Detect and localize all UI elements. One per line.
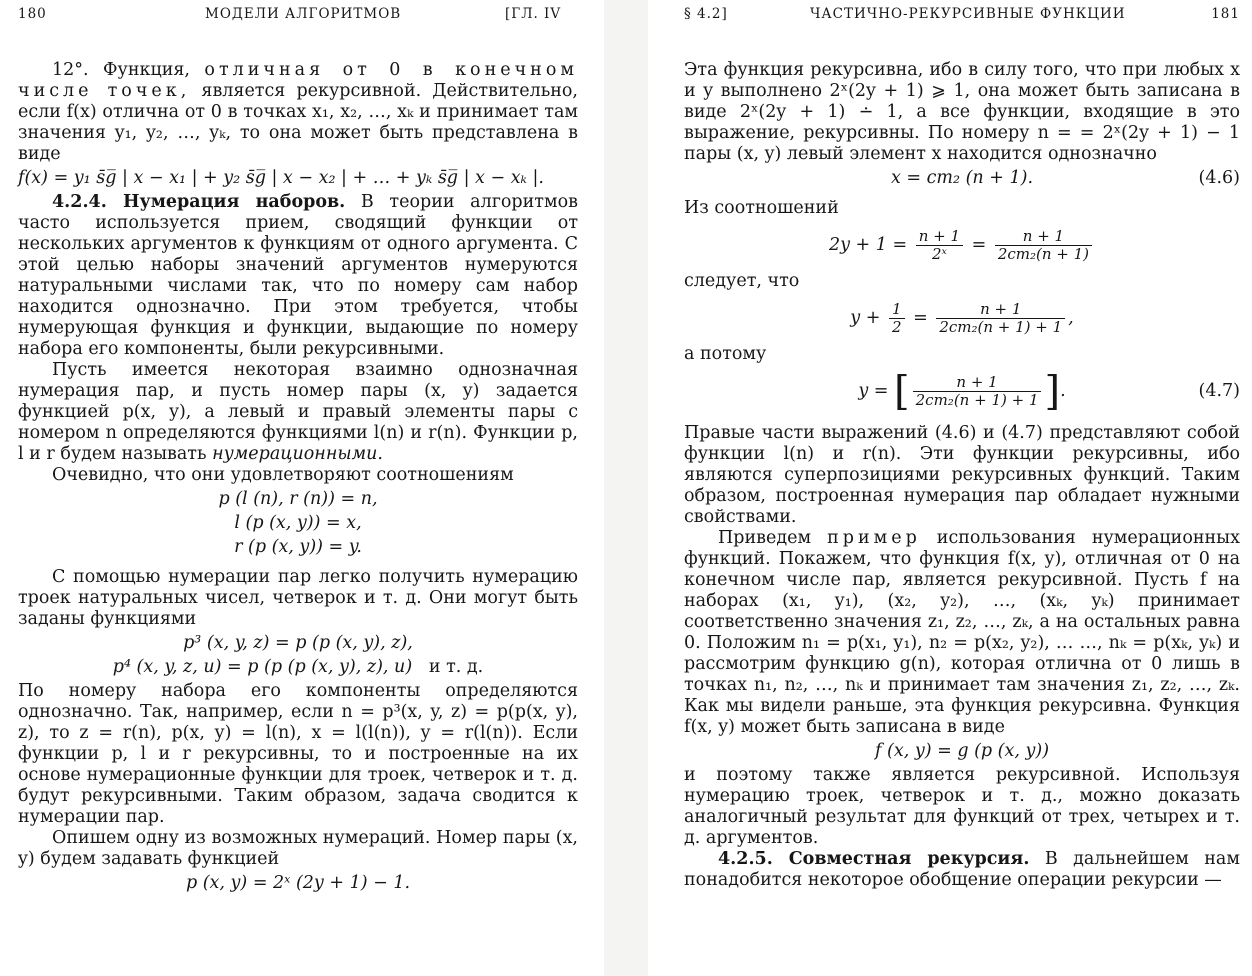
right-parts-paragraph: Правые части выражений (4.6) и (4.7) представляют собой функции l(n) и r(n). Эти функции рекурсивны, ибо являются суперпозициями рекурсивных функций. Таким образом, построенная нумерация пар обладает нужными свойствами. — [684, 423, 1240, 527]
components-paragraph: По номеру набора его компоненты определяются однозначно. Так, например, если n = p³(x, y, z) = p(p(x, y), z), то z = r(n), p(x, y) = l(n), x = l(l(n)), y = r(l(n)). Если функции p, l и r рекурсивны, то и построенные на их основе нумерационные функции для троек, четверок и т. д. будут рекурсивными. Таким образом, задача сводится к нумерации пар. — [18, 681, 578, 827]
example-spaced-word: пример — [827, 528, 921, 548]
section-4-2-4-heading: 4.2.4. Нумерация наборов. — [52, 192, 346, 212]
fraction-3-numerator: n + 1 — [936, 301, 1065, 319]
item-12-paragraph — [18, 60, 578, 165]
describe-paragraph: Опишем одну из возможных нумераций. Номер пары (x, y) будем задавать функцией — [18, 828, 578, 869]
section-4-2-5-paragraph — [684, 849, 1240, 891]
equation-p4-tail: и т. д. — [428, 657, 484, 677]
equation-y-plus-half: y + $\frac{1}{2}$ = $\frac{n + 1}{\text{2ст₂(n + 1) + 1}}$ , — [850, 300, 1074, 336]
equation-4-7-tag: (4.7) — [1198, 381, 1240, 401]
item-12-rest: является рекурсивной. Действительно, если f(x) отлична от 0 в точках x₁, x₂, …, xₖ и принимает там значения y₁, y₂, …, yₖ, то она может быть представлена в виде — [18, 81, 578, 164]
left-chapter-label: [ГЛ. IV — [505, 6, 562, 22]
fraction-4 — [913, 374, 1042, 409]
section-4-2-4-paragraph — [18, 192, 578, 360]
section-4-2-4-text: В теории алгоритмов часто используется прием, сводящий функции от нескольких аргументов к функциям от одного аргумента. С этой целью наборы значений аргументов нумеруются натуральными числами так, что по номеру сам набор находится однозначно. При этом требуется, чтобы нумерующая функция и функции, выдающие по номеру набора его компоненты, были рекурсивными. — [18, 192, 578, 359]
thus-paragraph: и поэтому также является рекурсивной. Используя нумерацию троек, четверок и т. д., можно доказать аналогичный результат для функций от трех, четырех и т. д. аргументов. — [684, 765, 1240, 848]
item-12-number: 12°. Функция, — [52, 60, 190, 80]
fraction-3-denominator: 2ст₂(n + 1) + 1 — [939, 318, 1063, 336]
left-bracket: [ — [894, 368, 910, 415]
fraction-half-numerator: 1 — [889, 301, 905, 319]
fraction-1-denominator: 2ˣ — [931, 245, 947, 263]
right-running-title: ЧАСТИЧНО-РЕКУРСИВНЫЕ ФУНКЦИИ — [810, 6, 1126, 22]
item-12-spaced-text: отличная от 0 в конечном числе точек, — [18, 60, 578, 101]
recursive-function-paragraph: Эта функция рекурсивна, ибо в силу того, что при любых x и y выполнено 2ˣ(2y + 1) ⩾ 1, она может быть записана в виде 2ˣ(2y + 1) ∸ 1, а все функции, входящие в это выражение, рекурсивны. По номеру n = = 2ˣ(2y + 1) − 1 пары (x, y) левый элемент x находится однозначно — [684, 60, 1240, 164]
equation-4-6-body: x = ст₂ (n + 1). — [890, 168, 1034, 188]
equation-f-g: f (x, y) = g (p (x, y)) — [874, 741, 1050, 761]
right-page-number: 181 — [1211, 6, 1240, 22]
equation-4-7: y = [ $\frac{n + 1}{\text{2ст₂(n + 1) + 1}}$ ]. (4.7) — [858, 368, 1240, 415]
pairs-paragraph-text: Пусть имеется некоторая взаимно однозначная нумерация пар, и пусть номер пары (x, y) задается функцией p(x, y), а левый и правый элементы пары с номером n определяются функциями l(n) и r(n). Функции p, l и r будем называть — [18, 360, 578, 464]
left-page — [0, 0, 604, 976]
equation-4-7-lhs: y = — [858, 381, 889, 401]
hence-label: а потому — [684, 344, 767, 364]
pairs-term: нумерационными. — [212, 444, 383, 464]
triples-paragraph: С помощью нумерации пар легко получить нумерацию троек натуральных чисел, четверок и т. д. Они могут быть заданы функциями — [18, 567, 578, 629]
equation-2y-lhs: 2y + 1 = — [828, 235, 908, 255]
section-4-2-5-text: В дальнейшем нам понадобится некоторое обобщение операции рекурсии — — [684, 849, 1240, 890]
fraction-2 — [995, 228, 1092, 263]
equation-pxy: p (x, y) = 2ˣ (2y + 1) − 1. — [185, 873, 411, 893]
equation-relation-3: r (p (x, y)) = y. — [234, 537, 362, 557]
equation-4-6 — [684, 168, 1240, 189]
equation-f-sum: f(x) = y₁ s̄g̅ | x − x₁ | + y₂ s̄g̅ | x − x₂ | + … + yₖ s̄g̅ | x − xₖ |. — [18, 168, 544, 188]
fraction-1-numerator: n + 1 — [916, 228, 963, 246]
fraction-4-numerator: n + 1 — [913, 374, 1042, 392]
fraction-half — [889, 301, 905, 336]
right-page-header — [648, 6, 1252, 28]
fraction-half-denominator: 2 — [891, 318, 902, 336]
left-text-column — [18, 60, 578, 897]
from-relations-label: Из соотношений — [684, 198, 839, 218]
equation-relation-2: l (p (x, y)) = x, — [234, 513, 362, 533]
example-text: использования нумерационных функций. Покажем, что функция f(x, y), отличная от 0 на конечном числе пар, является рекурсивной. Пусть f на наборах (x₁, y₁), (x₂, y₂), …, (xₖ, yₖ) принимает соответственно значения z₁, z₂, …, zₖ, а на остальных равна 0. Положим n₁ = p(x₁, y₁), n₂ = p(x₂, y₂), … …, nₖ = p(xₖ, yₖ) и рассмотрим функцию g(n), которая отлична от 0 лишь в точках n₁, n₂, …, nₖ и принимает там значения z₁, z₂, …, zₖ. Как мы видели раньше, эта функция рекурсивна. Функция f(x, y) может быть записана в виде — [684, 528, 1240, 737]
fraction-2-numerator: n + 1 — [995, 228, 1092, 246]
right-section-label: § 4.2] — [684, 6, 728, 22]
pairs-paragraph — [18, 360, 578, 465]
equation-p4: p⁴ (x, y, z, u) = p (p (p (x, y), z), u) — [112, 657, 413, 677]
left-page-header — [0, 6, 604, 28]
fraction-4-denominator: 2ст₂(n + 1) + 1 — [915, 391, 1039, 409]
fraction-3 — [936, 301, 1065, 336]
section-4-2-5-heading: 4.2.5. Совместная рекурсия. — [718, 849, 1030, 869]
follows-label: следует, что — [684, 271, 800, 291]
equation-p3: p³ (x, y, z) = p (p (x, y), z), — [183, 633, 413, 653]
equation-y-half-lhs: y + — [850, 308, 881, 328]
fraction-2-denominator: 2ст₂(n + 1) — [997, 245, 1090, 263]
right-text-column — [684, 60, 1240, 891]
example-lead: Приведем — [718, 528, 812, 548]
fraction-1 — [916, 228, 963, 263]
book-gutter — [604, 0, 648, 976]
equation-p4-line — [18, 657, 578, 678]
left-running-title: МОДЕЛИ АЛГОРИТМОВ — [205, 6, 402, 22]
right-page — [648, 0, 1252, 976]
right-bracket: ] — [1044, 368, 1061, 415]
left-page-number: 180 — [18, 6, 47, 22]
equation-4-6-tag: (4.6) — [1198, 168, 1240, 188]
equation-relation-1: p (l (n), r (n)) = n, — [218, 489, 378, 509]
equation-2y-plus-1: 2y + 1 = $\frac{n + 1}{\text{2ˣ}}$ = $\frac{n + 1}{\text{2ст₂(n + 1)}}$ — [684, 222, 1240, 268]
relations-intro: Очевидно, что они удовлетворяют соотношениям — [52, 465, 514, 485]
example-paragraph — [684, 528, 1240, 738]
